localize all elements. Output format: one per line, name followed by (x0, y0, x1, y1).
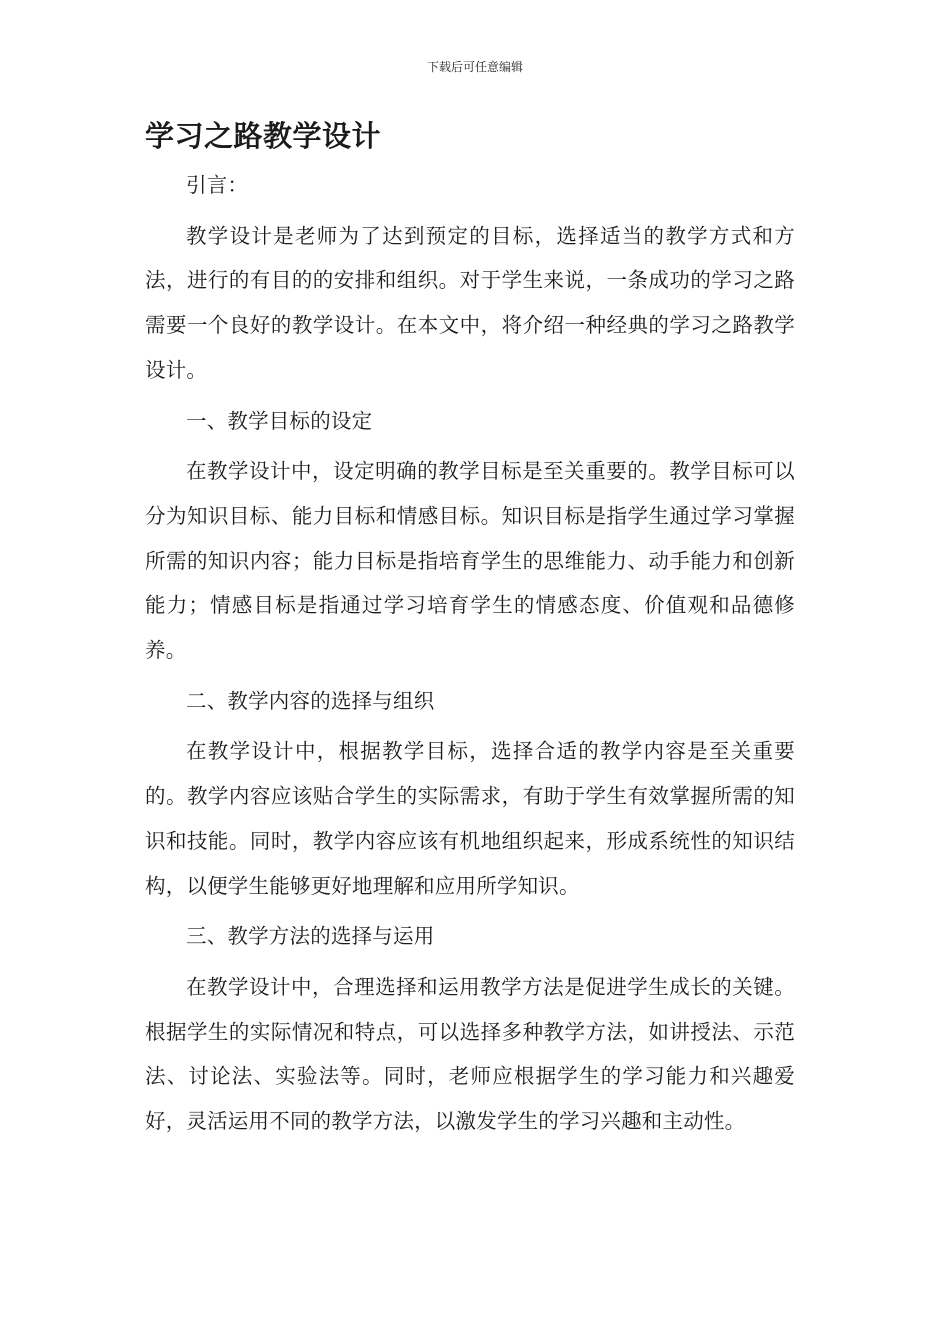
document-title: 学习之路教学设计 (145, 119, 382, 153)
header-note: 下载后可任意编辑 (426, 60, 523, 74)
section-heading-3: 三、教学方法的选择与运用 (186, 924, 435, 949)
section-paragraph-2: 在教学设计中，根据教学目标，选择合适的教学内容是至关重要的。教学内容应该贴合学生的实际需求，有助于学生有效掌握所需的知识和技能。同时，教学内容应该有机地组织起来，形成系统性的知识结构，以便学生能够更好地理解和应用所学知识。 (145, 739, 795, 898)
intro-paragraph: 教学设计是老师为了达到预定的目标，选择适当的教学方式和方法，进行的有目的的安排和组织。对于学生来说，一条成功的学习之路需要一个良好的教学设计。在本文中，将介绍一种经典的学习之路教学设计。 (145, 223, 795, 382)
section-heading-1: 一、教学目标的设定 (186, 408, 373, 433)
section-paragraph-1: 在教学设计中，设定明确的教学目标是至关重要的。教学目标可以分为知识目标、能力目标和情感目标。知识目标是指学生通过学习掌握所需的知识内容；能力目标是指培育学生的思维能力、动手能力和创新能力；情感目标是指通过学习培育学生的情感态度、价值观和品德修养。 (145, 459, 795, 663)
document-body (145, 163, 795, 1144)
section-paragraph-3: 在教学设计中，合理选择和运用教学方法是促进学生成长的关键。根据学生的实际情况和特点，可以选择多种教学方法，如讲授法、示范法、讨论法、实验法等。同时，老师应根据学生的学习能力和兴趣爱好，灵活运用不同的教学方法，以激发学生的学习兴趣和主动性。 (145, 974, 795, 1134)
intro-label: 引言： (186, 173, 249, 197)
section-heading-2: 二、教学内容的选择与组织 (186, 688, 435, 713)
